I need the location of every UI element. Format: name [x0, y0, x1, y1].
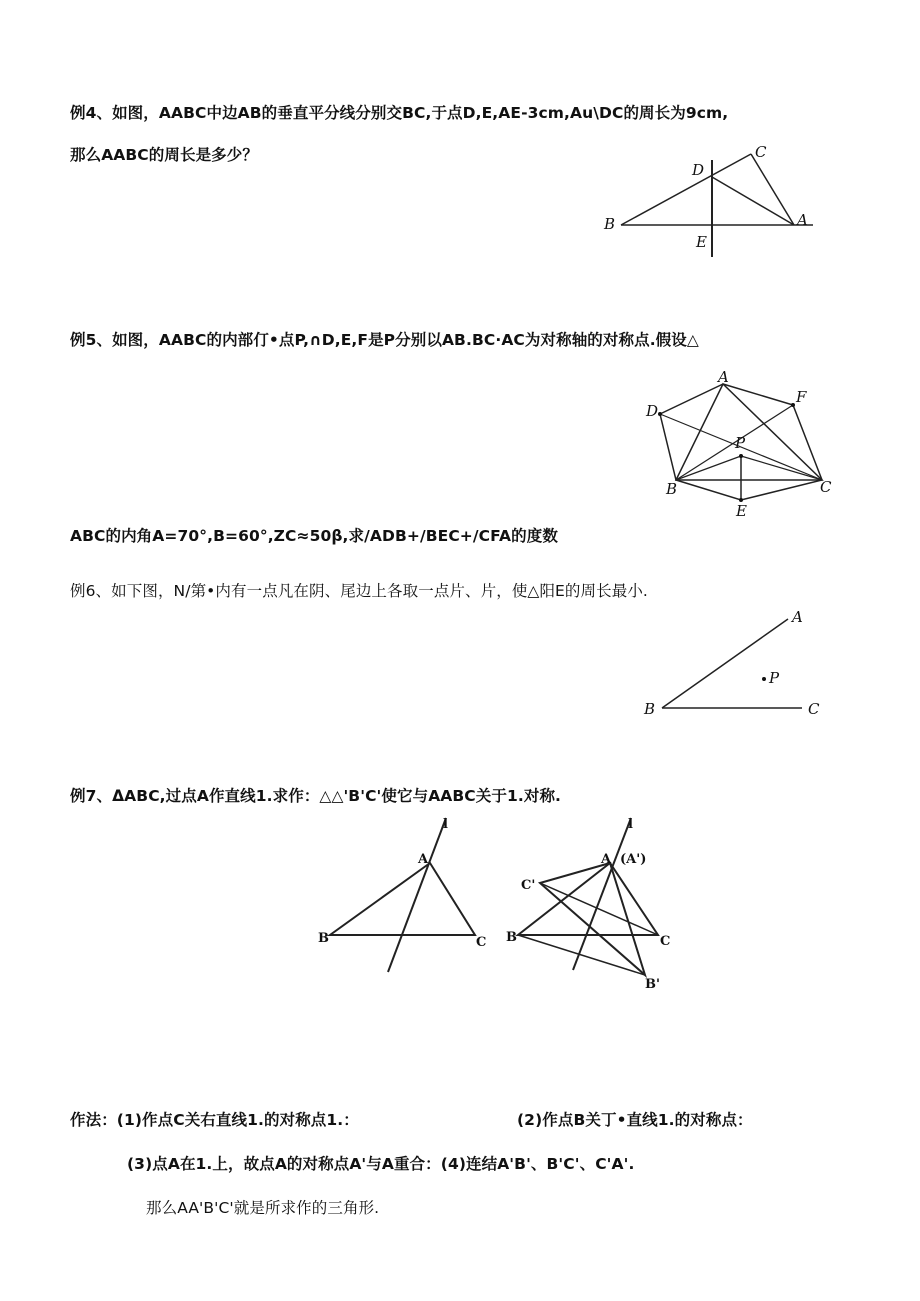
ex6-text-line1: 例6、如下图，N/第•内有一点凡在阴、尾边上各取一点片、片，使△阳E的周长最小.: [70, 582, 648, 600]
ex5-label-a: A: [718, 368, 729, 386]
ex7-right-line-l: [573, 818, 631, 970]
ex4-segment-bc: [621, 154, 751, 225]
ex6-label-p: P: [769, 669, 780, 687]
ex5-point-p: [739, 454, 743, 458]
ex7-right-segment-bb: [518, 935, 645, 975]
ex7-left-label-b: B: [318, 931, 329, 946]
ex4-segment-ca: [751, 154, 794, 225]
ex6-label-b: B: [644, 700, 656, 718]
ex4-text-line2: 那么AABC的周长是多少？: [70, 146, 258, 164]
ex6-ray-ba: [662, 619, 788, 708]
ex5-label-e: E: [736, 502, 747, 520]
ex7-right-label-a-prime: (A'): [620, 852, 647, 867]
ex7-right-label-b-prime: B': [645, 977, 660, 992]
ex7-right-label-b: B: [506, 930, 517, 945]
ex5-point-d: [658, 412, 662, 416]
ex6-label-a: A: [792, 608, 803, 626]
ex7-right-label-a: A: [601, 852, 612, 867]
ex4-label-e: E: [696, 233, 707, 251]
ex7-left-label-a: A: [418, 852, 429, 867]
ex5-figure: [640, 368, 840, 523]
ex5-label-d: D: [646, 402, 659, 420]
ex7-left-triangle-abc: [330, 863, 475, 935]
ex5-label-c: C: [820, 478, 832, 496]
ex4-figure: [595, 140, 825, 265]
ex4-label-d: D: [692, 161, 705, 179]
ex5-label-b: B: [666, 480, 678, 498]
ex6-point-p: [762, 677, 766, 681]
method-conclusion: 那么AA'B'C'就是所求作的三角形.: [146, 1199, 380, 1217]
ex5-label-p: P: [735, 434, 746, 452]
ex4-segment-da: [712, 177, 794, 225]
ex7-left-label-l: l: [443, 817, 448, 832]
ex5-point-f: [791, 403, 795, 407]
ex7-left-label-c: C: [476, 935, 487, 950]
method-step2: (2)作点B关丁•直线1.的对称点：: [517, 1111, 753, 1129]
ex4-text-line1: 例4、如图，AABC中边AB的垂直平分线分别交BC,于点D,E,AE-3cm,Au\DC的周长为9cm,: [70, 104, 729, 122]
ex7-figure-left: [310, 810, 500, 980]
ex4-label-c: C: [755, 143, 767, 161]
ex4-label-b: B: [604, 215, 616, 233]
ex6-figure: [640, 605, 840, 725]
ex7-figure-right: [500, 810, 700, 995]
ex7-left-line-l: [388, 818, 446, 972]
method-step3: (3)点A在1.上，故点A的对称点A'与A重合：(4)连结A'B'、B'C'、C'A'.: [127, 1155, 635, 1173]
ex6-label-c: C: [808, 700, 820, 718]
ex7-right-label-l: l: [628, 817, 633, 832]
ex5-label-f: F: [796, 388, 807, 406]
ex4-label-a: A: [797, 211, 808, 229]
ex7-right-label-c-prime: C': [521, 878, 536, 893]
ex5-text-line1: 例5、如图，AABC的内部仃•点P,∩D,E,F是P分别以AB.BC·AC为对称轴的对称点.假设△: [70, 331, 699, 349]
ex7-right-label-c: C: [660, 934, 671, 949]
method-step1: 作法：(1)作点C关右直线1.的对称点1.：: [70, 1111, 359, 1129]
ex7-text-line1: 例7、ΔABC,过点A作直线1.求作：△△'B'C'使它与AABC关于1.对称.: [70, 787, 562, 805]
ex5-text-line2: ABC的内角A=70°,B=60°,ZC≈50β,求/ADB+/BEC+/CFA的度数: [70, 527, 558, 545]
